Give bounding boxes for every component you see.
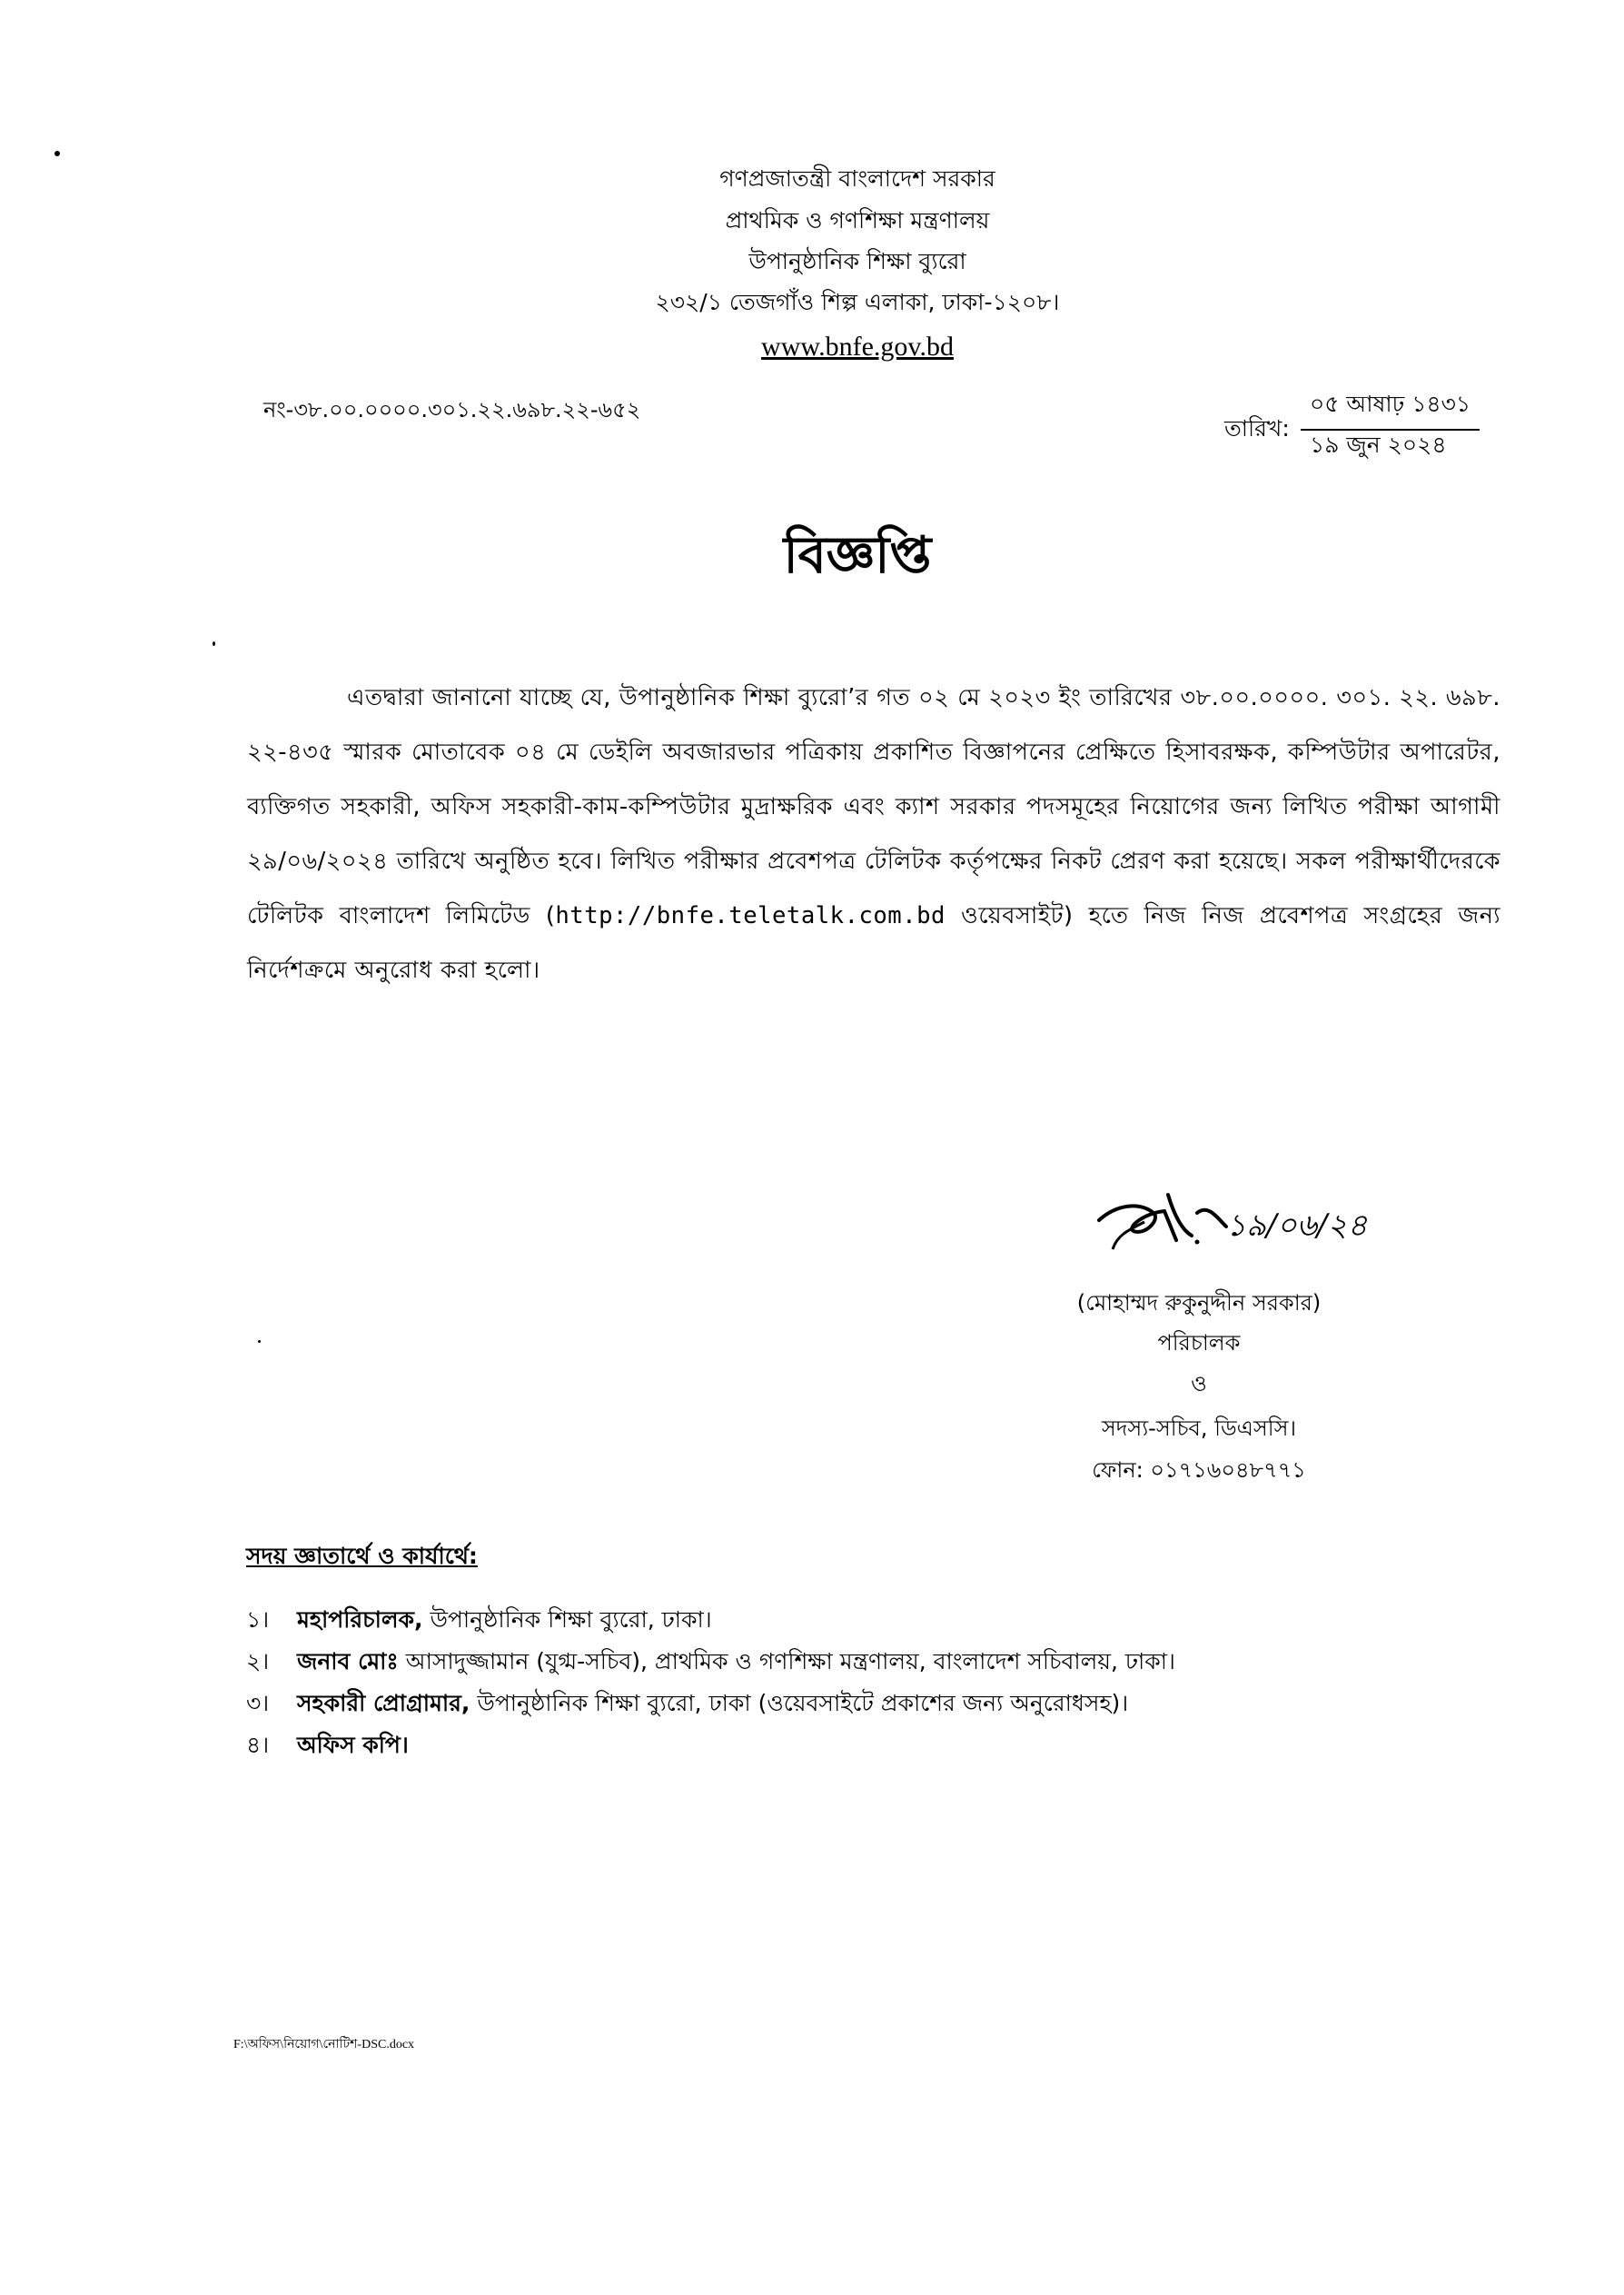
memo-number: নং-৩৮.০০.০০০০.৩০১.২২.৬৯৮.২২-৬৫২ [263, 397, 641, 422]
signature-date: ১৯/০৬/২৪ [1226, 1207, 1368, 1244]
list-item: ২। জনাব মোঃ আসাদুজ্জামান (যুগ্ম-সচিব), প্রাথমিক ও গণশিক্ষা মন্ত্রণালয়, বাংলাদেশ সচিবালয়, ঢাকা। [246, 1648, 1175, 1674]
teletalk-url[interactable]: http://bnfe.teletalk.com.bd [555, 902, 946, 929]
government-name: গণপ্রজাতন্ত্রী বাংলাদেশ সরকার [719, 165, 995, 192]
distribution-list [246, 1599, 1175, 1766]
date-bangla: ০৫ আষাঢ় ১৪৩১ [1301, 386, 1480, 431]
file-path: F:\অফিস\নিয়োগ\নোটিশ-DSC.docx [233, 2038, 415, 2052]
notice-title: বিজ্ঞপ্তি [783, 525, 932, 585]
bureau-name: উপানুষ্ঠানিক শিক্ষা ব্যুরো [748, 248, 966, 274]
scan-mark [213, 641, 215, 646]
signatory-designation: পরিচালক [1157, 1330, 1241, 1356]
office-address: ২৩২/১ তেজগাঁও শিল্প এলাকা, ঢাকা-১২০৮। [655, 289, 1060, 315]
signatory-conjunction: ও [1191, 1371, 1207, 1396]
scan-mark [54, 151, 60, 156]
list-item: ৪। অফিস কপি। [246, 1732, 409, 1758]
body-text-before-url: এতদ্বারা জানানো যাচ্ছে যে, উপানুষ্ঠানিক শিক্ষা ব্যুরো’র গত ০২ মে ২০২৩ ইং তারিখের ৩৮.০০.০০০০. ৩০১. ২২. ৬৯৮. ২২-৪৩৫ স্মারক মোতাবেক ০৪ মে ডেইলি অবজারভার পত্রিকায় প্রকাশিত বিজ্ঞাপনের প্রেক্ষিতে হিসাবরক্ষক, কম্পিউটার অপারেটর, ব্যক্তিগত সহকারী, অফিস সহকারী-কাম-কম্পিউটার মুদ্রাক্ষরিক এবং ক্যাশ সরকার পদসমূহের নিয়োগের জন্য লিখিত পরীক্ষা আগামী ২৯/০৬/২০২৪ তারিখে অনুষ্ঠিত হবে। লিখিত পরীক্ষার প্রবেশপত্র টেলিটক কর্তৃপক্ষের নিকট প্রেরণ করা হয়েছে। সকল পরীক্ষার্থীদেরকে টেলিটক বাংলাদেশ লিমিটেড ( [247, 684, 1500, 929]
notice-paragraph [247, 671, 1500, 998]
notice-body [247, 671, 1500, 998]
signatory-name: (মোহাম্মদ রুকুনুদ্দীন সরকার) [1076, 1290, 1322, 1316]
handwritten-signature [1090, 1186, 1417, 1280]
list-item: ৩। সহকারী প্রোগ্রামার, উপানুষ্ঠানিক শিক্ষা ব্যুরো, ঢাকা (ওয়েবসাইটে প্রকাশের জন্য অনুরোধসহ)। [246, 1690, 1129, 1716]
scan-mark [258, 1340, 261, 1343]
signatory-phone: ফোন: ০১৭১৬০৪৮৭৭১ [1092, 1457, 1306, 1483]
signatory-member-secretary: সদস্য-সচিব, ডিএসসি। [1101, 1416, 1297, 1441]
distribution-heading: সদয় জ্ঞাতার্থে ও কার্যার্থে: [246, 1543, 478, 1569]
date-gregorian: ১৯ জুন ২০২৪ [1310, 432, 1447, 458]
date-label: তারিখ: [1224, 415, 1290, 442]
list-item: ১। মহাপরিচালক, উপানুষ্ঠানিক শিক্ষা ব্যুরো, ঢাকা। [246, 1606, 712, 1633]
body-text-after-url: ওয়েবসাইট) হতে নিজ নিজ প্রবেশপত্র সংগ্রহের জন্য নির্দেশক্রমে অনুরোধ করা হলো। [247, 902, 1500, 984]
ministry-name: প্রাথমিক ও গণশিক্ষা মন্ত্রণালয় [725, 207, 990, 233]
website-link[interactable]: www.bnfe.gov.bd [761, 332, 954, 362]
